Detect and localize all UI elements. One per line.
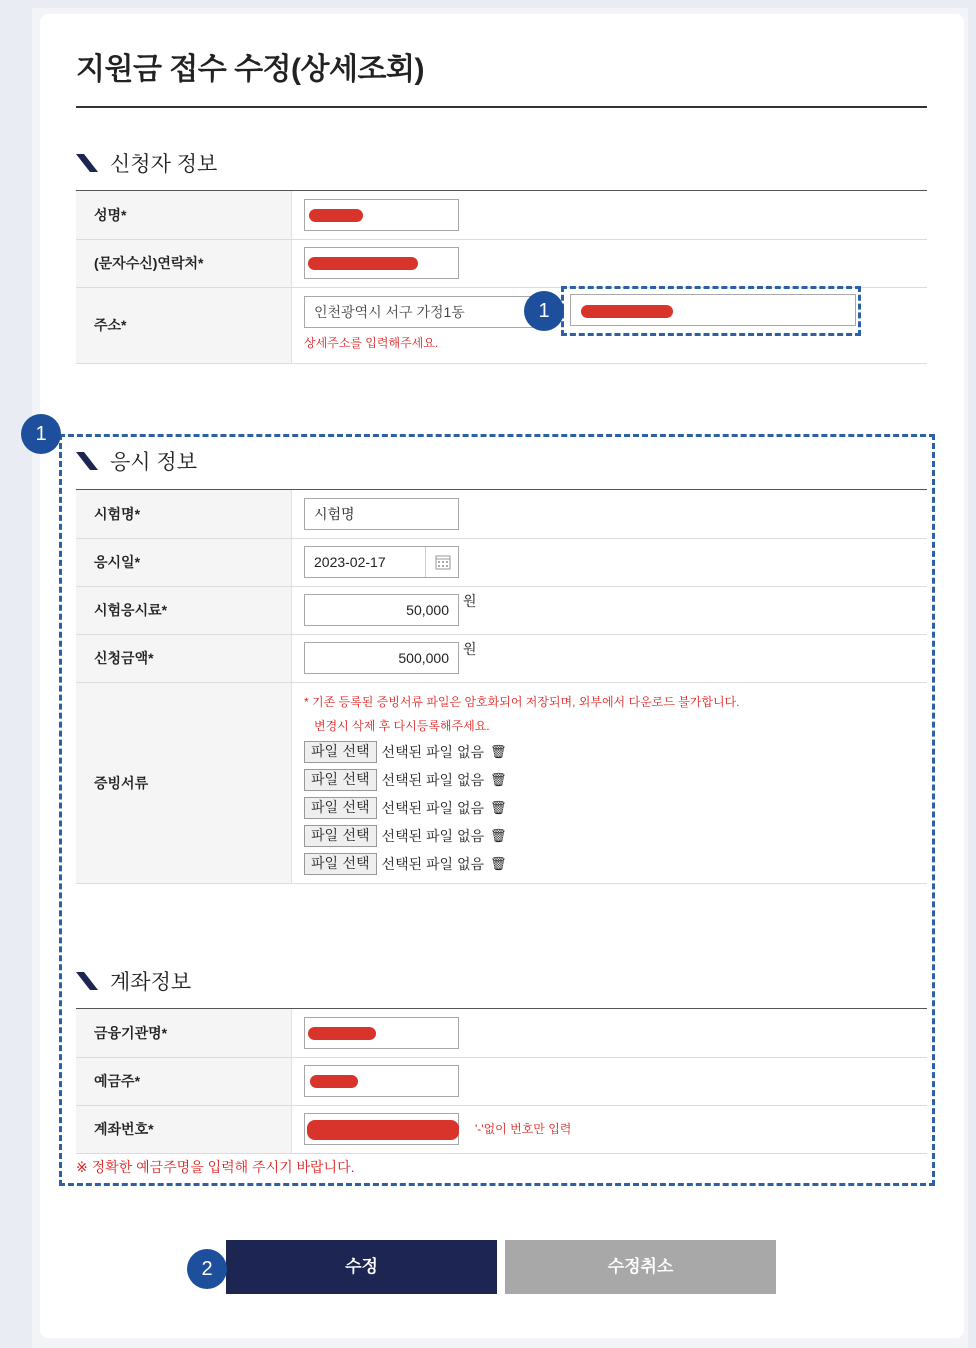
amount-unit: 원 — [463, 641, 477, 657]
file-status: 선택된 파일 없음 — [381, 799, 484, 816]
bank-label: 금융기관명* — [76, 1009, 292, 1057]
file-status: 선택된 파일 없음 — [381, 771, 484, 788]
redacted-mark — [309, 209, 363, 222]
step-badge-1-section: 1 — [21, 414, 61, 454]
step-badge-1: 1 — [524, 291, 564, 331]
applicant-table — [76, 191, 927, 364]
account-number-label: 계좌번호* — [76, 1105, 292, 1153]
file-select-button[interactable]: 파일 선택 — [304, 769, 377, 791]
calendar-icon[interactable] — [435, 554, 451, 570]
detail-address-highlight — [561, 286, 861, 336]
section-marker-icon — [76, 972, 98, 990]
applicant-section-label: 신청자 정보 — [110, 153, 218, 176]
holder-row — [76, 1057, 927, 1105]
account-section-title — [76, 966, 191, 996]
docs-notice-1: * 기존 등록된 증빙서류 파일은 암호화되어 저장되며, 외부에서 다운로드 불가합니다. — [304, 694, 740, 709]
date-divider — [425, 547, 426, 577]
exam-date-value: 2023-02-17 — [314, 554, 386, 570]
file-status: 선택된 파일 없음 — [381, 855, 484, 872]
exam-name-label: 시험명* — [76, 490, 292, 538]
exam-section-label: 응시 정보 — [110, 451, 197, 474]
account-number-hint: '-'없이 번호만 입력 — [475, 1121, 572, 1136]
step-badge-2: 2 — [187, 1249, 227, 1289]
exam-fee-row — [76, 586, 927, 634]
file-select-button[interactable]: 파일 선택 — [304, 825, 377, 847]
file-row — [304, 766, 927, 794]
file-select-button[interactable]: 파일 선택 — [304, 853, 377, 875]
bank-input[interactable] — [304, 1017, 459, 1049]
exam-name-input[interactable]: 시험명 — [304, 498, 459, 530]
docs-row — [76, 682, 927, 883]
phone-input[interactable] — [304, 247, 459, 279]
redacted-mark — [307, 1120, 459, 1140]
name-input[interactable] — [304, 199, 459, 231]
trash-icon[interactable]: 🗑 — [490, 743, 507, 759]
account-number-input[interactable] — [304, 1113, 459, 1145]
file-row — [304, 822, 927, 850]
account-number-row — [76, 1105, 927, 1153]
title-divider — [76, 106, 927, 108]
amount-label: 신청금액* — [76, 634, 292, 682]
exam-date-row — [76, 538, 927, 586]
file-row — [304, 794, 927, 822]
account-table — [76, 1009, 927, 1154]
address-label: 주소* — [76, 287, 292, 363]
cancel-button[interactable]: 수정취소 — [505, 1240, 776, 1294]
file-select-button[interactable]: 파일 선택 — [304, 797, 377, 819]
file-status: 선택된 파일 없음 — [381, 827, 484, 844]
docs-label: 증빙서류 — [76, 682, 292, 883]
trash-icon[interactable]: 🗑 — [490, 771, 507, 787]
amount-input[interactable]: 500,000 — [304, 642, 459, 674]
account-notice: ※ 정확한 예금주명을 입력해 주시기 바랍니다. — [76, 1159, 355, 1175]
phone-row — [76, 239, 927, 287]
redacted-mark — [310, 1075, 358, 1088]
section-marker-icon — [76, 154, 98, 172]
exam-fee-input[interactable]: 50,000 — [304, 594, 459, 626]
bank-row — [76, 1009, 927, 1057]
address-input[interactable]: 인천광역시 서구 가정1동 — [304, 296, 544, 328]
address-hint: 상세주소를 입력해주세요. — [304, 335, 439, 350]
trash-icon[interactable]: 🗑 — [490, 799, 507, 815]
name-row — [76, 191, 927, 239]
submit-button[interactable]: 수정 — [226, 1240, 497, 1294]
fee-unit: 원 — [463, 593, 477, 609]
trash-icon[interactable]: 🗑 — [490, 855, 507, 871]
file-row — [304, 850, 927, 878]
redacted-mark — [308, 257, 418, 270]
holder-label: 예금주* — [76, 1057, 292, 1105]
file-row — [304, 738, 927, 766]
file-list — [304, 738, 927, 878]
holder-input[interactable] — [304, 1065, 459, 1097]
phone-label: (문자수신)연락처* — [76, 239, 292, 287]
page-title: 지원금 접수 수정(상세조회) — [76, 53, 424, 86]
exam-fee-label: 시험응시료* — [76, 586, 292, 634]
exam-date-input[interactable] — [304, 546, 459, 578]
redacted-mark — [308, 1027, 376, 1040]
file-status: 선택된 파일 없음 — [381, 743, 484, 760]
account-section-label: 계좌정보 — [110, 971, 192, 994]
name-label: 성명* — [76, 191, 292, 239]
file-select-button[interactable]: 파일 선택 — [304, 741, 377, 763]
exam-name-row — [76, 490, 927, 538]
amount-row — [76, 634, 927, 682]
exam-date-label: 응시일* — [76, 538, 292, 586]
exam-table — [76, 490, 927, 884]
exam-section-title — [76, 446, 197, 476]
trash-icon[interactable]: 🗑 — [490, 827, 507, 843]
section-marker-icon — [76, 452, 98, 470]
applicant-section-title — [76, 148, 217, 178]
docs-notice-2: 변경시 삭제 후 다시등록해주세요. — [314, 718, 490, 733]
